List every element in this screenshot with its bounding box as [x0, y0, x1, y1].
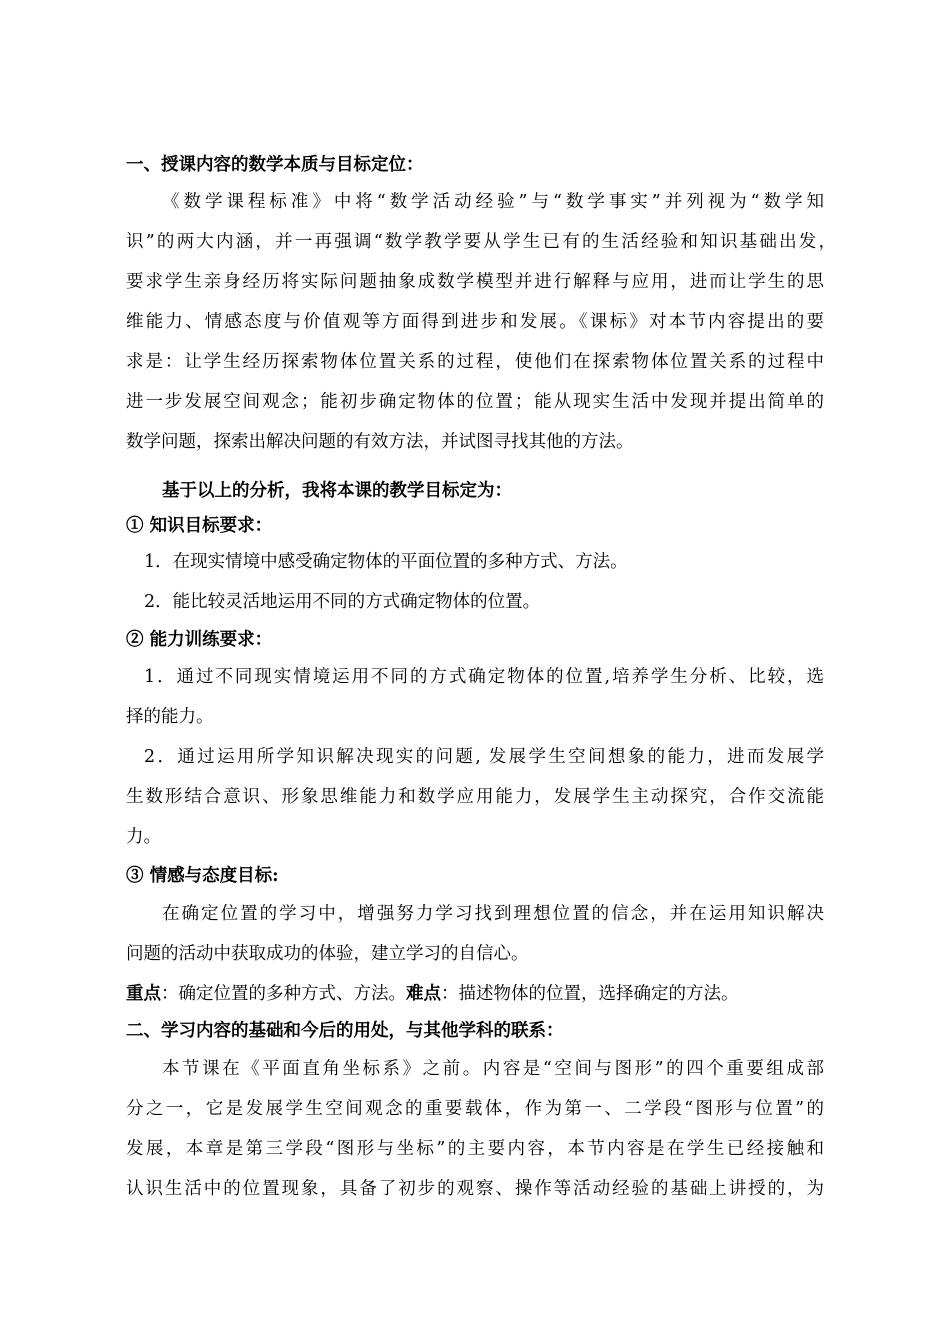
key-label: 重点 [126, 984, 161, 1004]
knowledge-item: 2．能比较灵活地运用不同的方式确定物体的位置。 [144, 592, 541, 612]
para-line: 维能力、情感态度与价值观等方面得到进步和发展。《课标》对本节内容提出的要 [126, 312, 824, 332]
section2-heading: 二、学习内容的基础和今后的用处，与其他学科的联系： [126, 1021, 564, 1041]
para-line: 进一步发展空间观念；能初步确定物体的位置；能从现实生活中发现并提出简单的 [126, 392, 824, 412]
para-line: 发展，本章是第三学段“图形与坐标”的主要内容，本节内容是在学生已经接触和 [126, 1139, 824, 1159]
para-line: 本节课在《平面直角坐标系》之前。内容是“空间与图形”的四个重要组成部 [162, 1059, 824, 1079]
para-line: 求是：让学生经历探索物体位置关系的过程，使他们在探索物体位置关系的过程中 [126, 352, 824, 372]
difficulty-text: ：描述物体的位置，选择确定的方法。 [441, 984, 739, 1004]
ability-goal-title: ② 能力训练要求： [126, 630, 273, 650]
ability-item-line: 生数形结合意识、形象思维能力和数学应用能力，发展学生主动探究，合作交流能 [126, 787, 824, 807]
emotion-line: 在确定位置的学习中，增强努力学习找到理想位置的信念，并在运用知识解决 [162, 904, 824, 924]
ability-item-line: 择的能力。 [126, 707, 214, 727]
para-line: 要求学生亲身经历将实际问题抽象成数学模型并进行解释与应用，进而让学生的思 [126, 272, 824, 292]
key-text: ：确定位置的多种方式、方法。 [161, 984, 406, 1004]
key-difficulty-line [126, 982, 826, 1006]
ability-item-line: 1．通过不同现实情境运用不同的方式确定物体的位置,培养学生分析、比较，选 [144, 667, 824, 687]
section1-heading: 一、授课内容的数学本质与目标定位： [126, 155, 424, 175]
ability-item-line: 力。 [126, 827, 161, 847]
para-line: 分之一，它是发展学生空间观念的重要载体，作为第一、二学段“图形与位置”的 [126, 1099, 824, 1119]
para-line: 识”的两大内涵，并一再强调“数学教学要从学生已有的生活经验和知识基础出发， [126, 232, 836, 252]
goal-intro: 基于以上的分析，我将本课的教学目标定为： [162, 481, 512, 501]
para-line: 数学问题，探索出解决问题的有效方法，并试图寻找其他的方法。 [126, 432, 634, 452]
knowledge-item: 1．在现实情境中感受确定物体的平面位置的多种方式、方法。 [144, 552, 628, 572]
ability-item-line: 2．通过运用所学知识解决现实的问题, 发展学生空间想象的能力，进而发展学 [144, 747, 824, 767]
emotion-line: 问题的活动中获取成功的体验，建立学习的自信心。 [126, 944, 529, 964]
para-line: 《数学课程标准》中将“数学活动经验”与“数学事实”并列视为“数学知 [162, 192, 824, 212]
knowledge-goal-title: ① 知识目标要求： [126, 516, 273, 536]
para-line: 认识生活中的位置现象，具备了初步的观察、操作等活动经验的基础上讲授的，为 [126, 1179, 824, 1199]
difficulty-label: 难点 [406, 984, 441, 1004]
emotion-goal-title: ③ 情感与态度目标: [126, 866, 279, 886]
